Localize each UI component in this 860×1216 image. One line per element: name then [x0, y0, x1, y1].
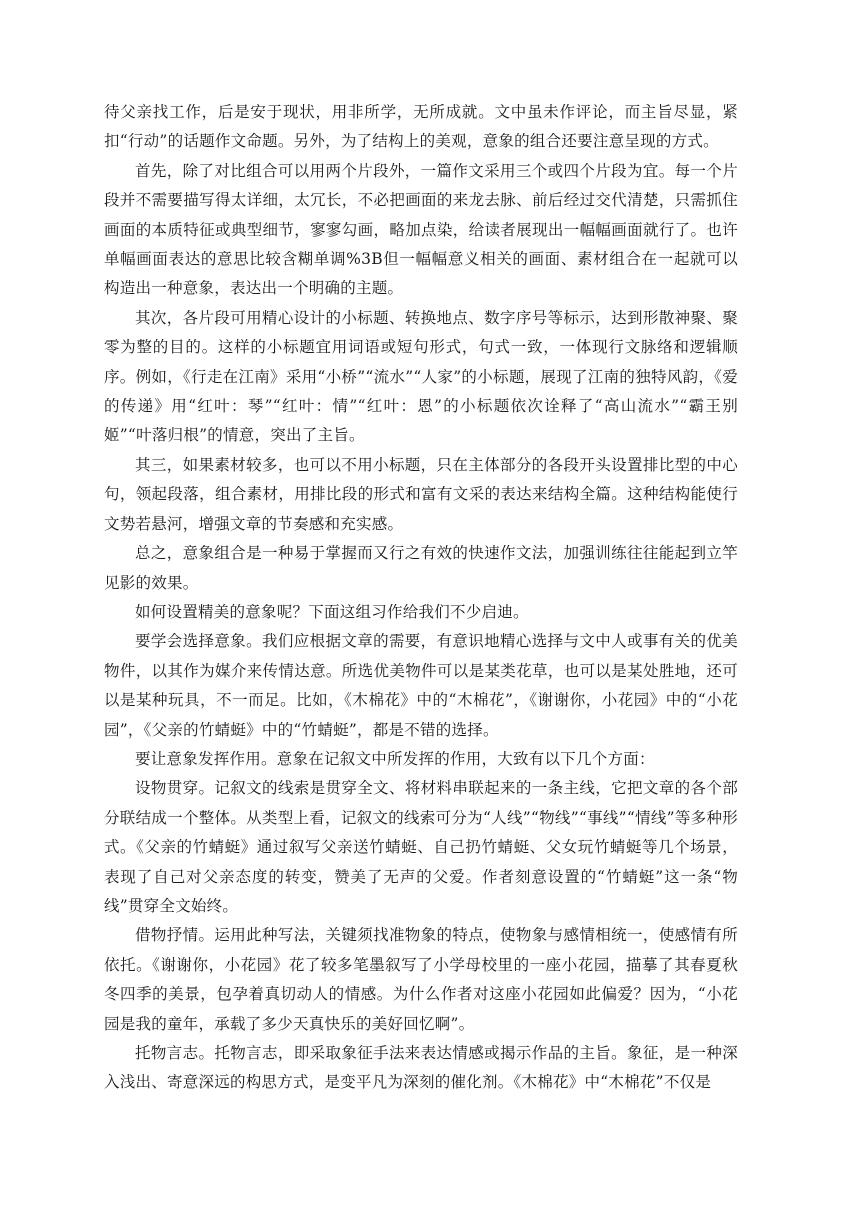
paragraph-question: 如何设置精美的意象呢？下面这组习作给我们不少启迪。 [135, 602, 529, 621]
paragraph-first-point: 首先，除了对比组合可以用两个片段外，一篇作文采用三个或四个片段为宜。每一个片段并不需要描写得太详细，太冗长，不必把画面的来龙去脉、前后经过交代清楚，只需抓住画面的本质特征或典型细节，寥寥勾画，略加点染，给读者展现出一幅幅画面就行了。也许单幅画面表达的意思比较含糊单调%3B但一幅幅意义相关的画面、素材组合在一起就可以构造出一种意象，表达出一个明确的主题。 [104, 161, 738, 298]
paragraph-choose-imagery: 要学会选择意象。我们应根据文章的需要，有意识地精心选择与文中人或事有关的优美物件，以其作为媒介来传情达意。所选优美物件可以是某类花草，也可以是某处胜地，还可以是某种玩具，不一而足。比如，《木棉花》中的“木棉花”，《谢谢你，小花园》中的“小花园”，《父亲的竹蜻蜓》中的“竹蜻蜓”，都是不错的选择。 [104, 632, 738, 739]
paragraph-continuation: 待父亲找工作，后是安于现状，用非所学，无所成就。文中虽未作评论，而主旨尽显，紧扣“行动”的话题作文命题。另外，为了结构上的美观，意象的组合还要注意呈现的方式。 [104, 103, 738, 151]
paragraph-express-emotion: 借物抒情。运用此种写法，关键须找准物象的特点，使物象与感情相统一，使感情有所依托。《谢谢你，小花园》花了较多笔墨叙写了小学母校里的一座小花园，描摹了其春夏秋冬四季的美景，包孕着真切动人的情感。为什么作者对这座小花园如此偏爱？因为，“小花园是我的童年，承载了多少天真快乐的美好回忆啊”。 [104, 926, 738, 1033]
paragraph-summary: 总之，意象组合是一种易于掌握而又行之有效的快速作文法，加强训练往往能起到立竿见影的效果。 [104, 544, 738, 592]
paragraph-third-point: 其三，如果素材较多，也可以不用小标题，只在主体部分的各段开头设置排比型的中心句，领起段落，组合素材，用排比段的形式和富有文采的表达来结构全篇。这种结构能使行文势若悬河，增强文章的节奏感和充实感。 [104, 455, 738, 533]
paragraph-imagery-function: 要让意象发挥作用。意象在记叙文中所发挥的作用，大致有以下几个方面： [135, 749, 655, 768]
paragraph-second-point: 其次，各片段可用精心设计的小标题、转换地点、数字序号等标示，达到形散神聚、聚零为整的目的。这样的小标题宜用词语或短句形式，句式一致，一体现行文脉络和逻辑顺序。例如，《行走在江南》采用“小桥”“流水”“人家”的小标题，展现了江南的独特风韵，《爱的传递》用“红叶：琴”“红叶：情”“红叶：恩”的小标题依次诠释了“高山流水”“霸王别姬”“叶落归根”的情意，突出了主旨。 [104, 308, 738, 445]
paragraph-express-aspiration: 托物言志。托物言志，即采取象征手法来表达情感或揭示作品的主旨。象征，是一种深入浅出、寄意深远的构思方式，是变平凡为深刻的催化剂。《木棉花》中“木棉花”不仅是 [104, 1044, 738, 1092]
document-body [104, 98, 738, 1098]
paragraph-thread-object: 设物贯穿。记叙文的线索是贯穿全文、将材料串联起来的一条主线，它把文章的各个部分联结成一个整体。从类型上看，记叙文的线索可分为“人线”“物线”“事线”“情线”等多种形式。《父亲的竹蜻蜓》通过叙写父亲送竹蜻蜓、自己扔竹蜻蜓、父女玩竹蜻蜓等几个场景，表现了自己对父亲态度的转变，赞美了无声的父爱。作者刻意设置的“竹蜻蜓”这一条“物线”贯穿全文始终。 [104, 779, 738, 915]
